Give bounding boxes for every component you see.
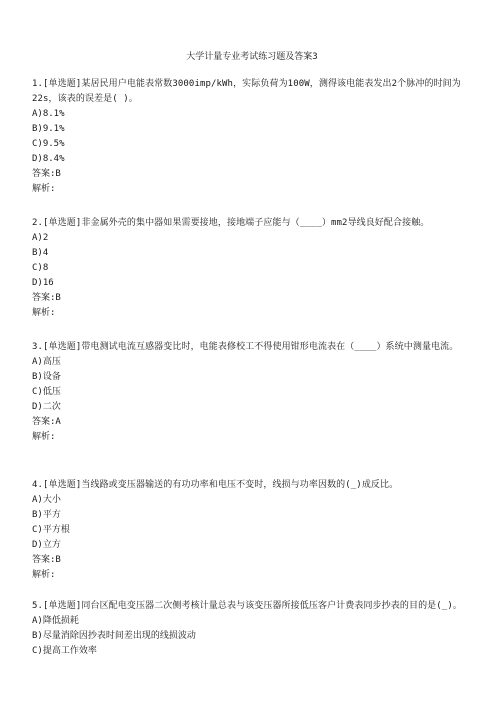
option-d: D)立方 [32, 540, 61, 550]
analysis: 解析: [32, 308, 56, 318]
question-1 [32, 77, 477, 197]
question-stem: 3.[单选题]带电测试电流互感器变比时，电能表修校工不得使用钳形电流表在（____）系统中测量电流。 [32, 342, 459, 352]
question-stem: 5.[单选题]同台区配电变压器二次侧考核计量总表与该变压器所接低压客户计费表同步抄表的目的是(_)。 [32, 601, 462, 611]
option-a: A)高压 [32, 357, 61, 367]
question-3 [32, 340, 477, 445]
option-d: D)8.4% [32, 154, 65, 164]
option-c: C)8 [32, 263, 49, 273]
option-b: B)9.1% [32, 124, 65, 134]
option-d: D)二次 [32, 402, 61, 412]
option-b: B)尽量消除因抄表时间差出现的线损波动 [32, 631, 196, 641]
question-4 [32, 478, 477, 583]
analysis: 解析: [32, 432, 56, 442]
option-a: A)2 [32, 233, 49, 243]
question-stem: 2.[单选题]非金属外壳的集中器如果需要接地，接地端子应能与（____）mm2导线良好配合接触。 [32, 218, 430, 228]
option-c: C)提高工作效率 [32, 646, 97, 656]
option-a: A)大小 [32, 495, 61, 505]
analysis: 解析: [32, 184, 56, 194]
option-b: B)设备 [32, 372, 61, 382]
option-c: C)低压 [32, 387, 61, 397]
answer: 答案:B [32, 169, 61, 179]
answer: 答案:A [32, 417, 61, 427]
answer: 答案:B [32, 555, 61, 565]
question-stem: 4.[单选题]当线路或变压器输送的有功功率和电压不变时，线损与功率因数的(_)成反比。 [32, 480, 399, 490]
option-a: A)降低损耗 [32, 616, 79, 626]
option-a: A)8.1% [32, 109, 65, 119]
question-5 [32, 599, 477, 659]
option-c: C)9.5% [32, 139, 65, 149]
analysis: 解析: [32, 570, 56, 580]
option-b: B)4 [32, 248, 49, 258]
answer: 答案:B [32, 293, 61, 303]
question-stem: 1.[单选题]某居民用户电能表常数3000imp/kWh，实际负荷为100W，测得该电能表发出2个脉冲的时间为22s，该表的误差是( )。 [32, 79, 461, 104]
option-b: B)平方 [32, 510, 61, 520]
option-d: D)16 [32, 278, 54, 288]
option-c: C)平方根 [32, 525, 70, 535]
question-2 [32, 216, 477, 321]
document-title: 大学计量专业考试练习题及答案3 [186, 52, 318, 62]
